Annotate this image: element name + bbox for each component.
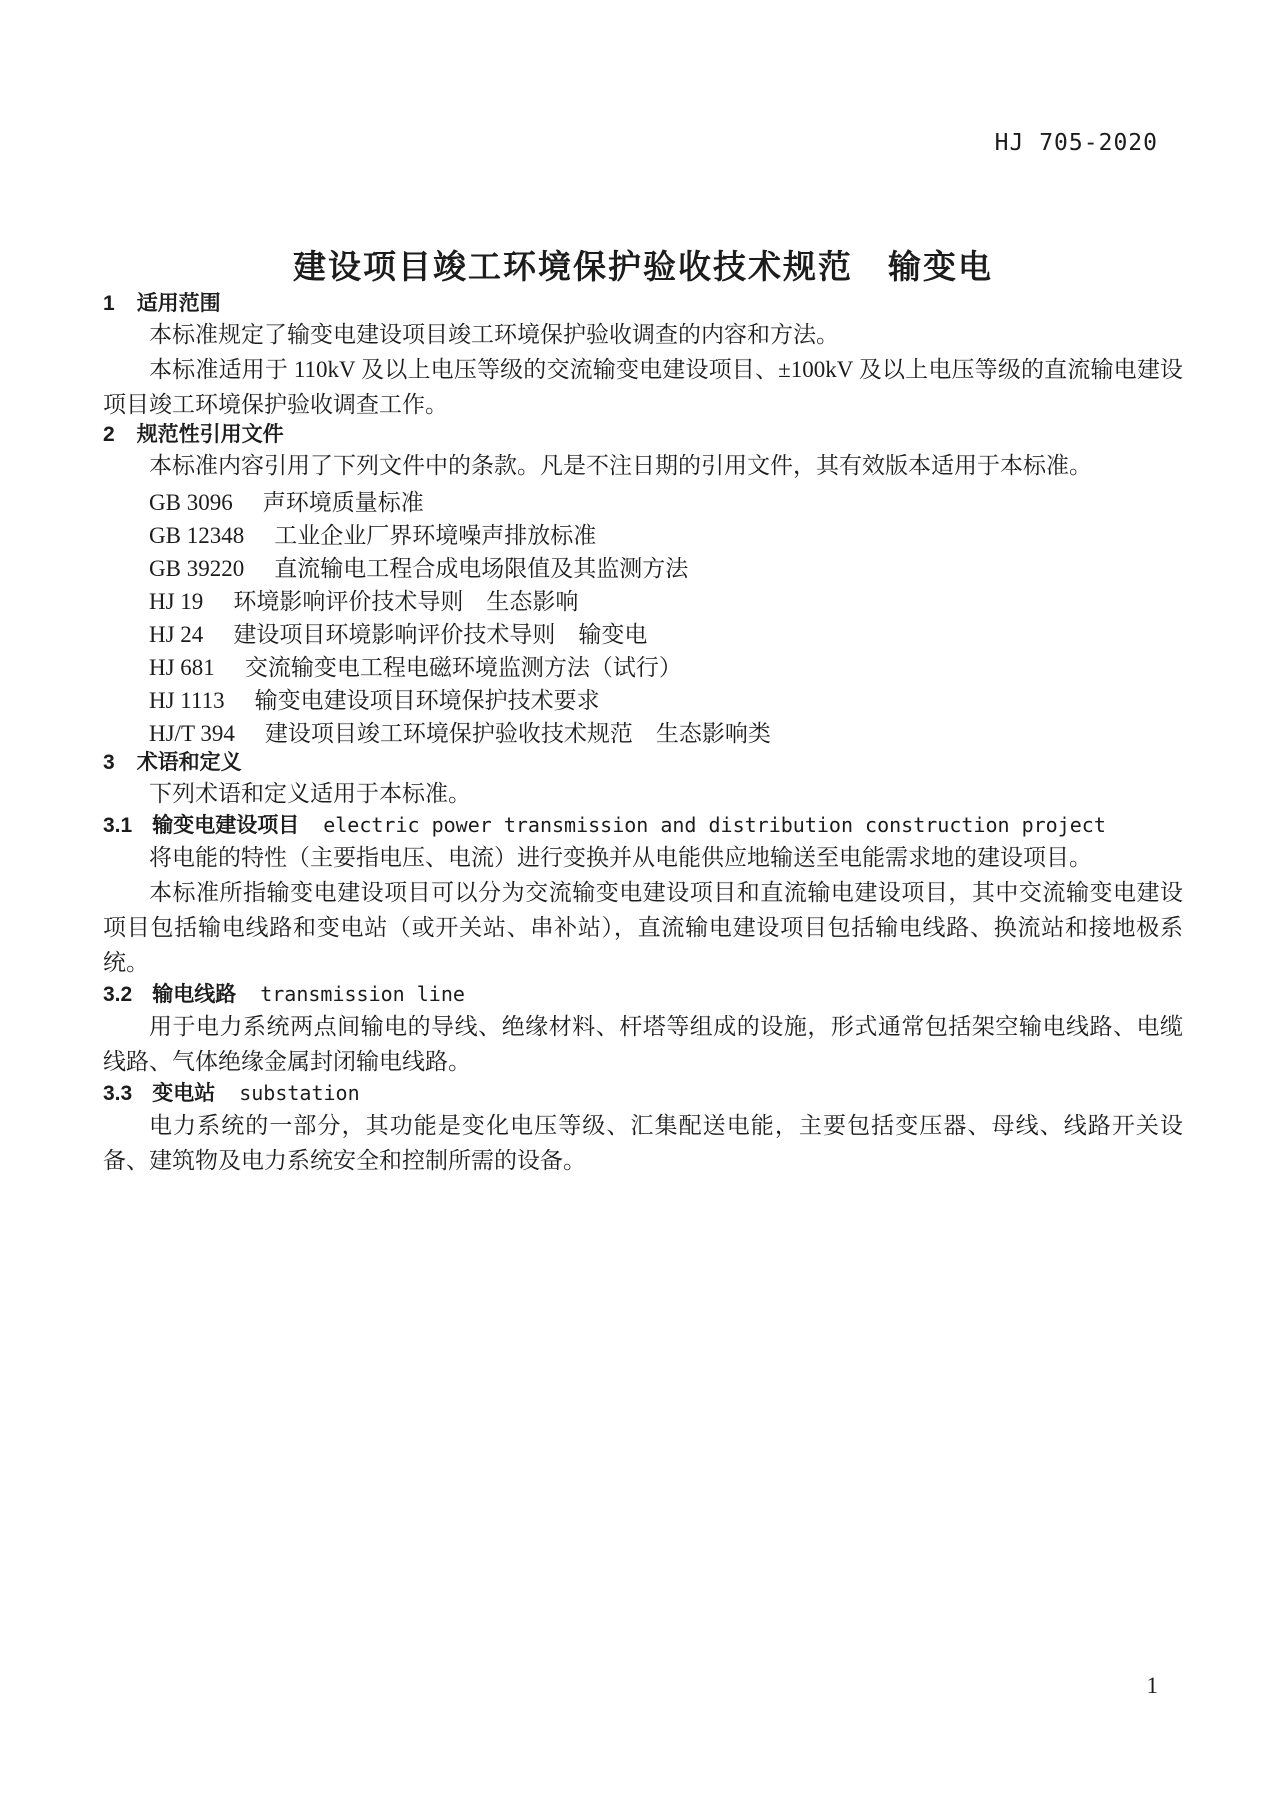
reference-title: 环境影响评价技术导则 生态影响 [233, 589, 579, 614]
reference-code: HJ 19 [149, 589, 204, 614]
section-2-number: 2 [103, 423, 115, 446]
reference-code: HJ 681 [149, 655, 215, 680]
term-3-1-heading [103, 811, 1183, 840]
section-1-paragraph-1: 本标准规定了输变电建设项目竣工环境保护验收调查的内容和方法。 [149, 322, 839, 347]
reference-item [103, 651, 1183, 684]
section-2-title: 规范性引用文件 [136, 423, 284, 446]
term-3-3-number: 3.3 [103, 1082, 133, 1105]
section-3-number: 3 [103, 751, 115, 774]
term-3-2-number: 3.2 [103, 983, 133, 1006]
term-3-1-paragraph-2: 本标准所指输变电建设项目可以分为交流输变电建设项目和直流输电建设项目，其中交流输变电建设项目包括输电线路和变电站（或开关站、串补站），直流输电建设项目包括输电线路、换流站和接地极系统。 [103, 880, 1183, 975]
standard-number: HJ 705-2020 [994, 130, 1158, 156]
section-2-heading [103, 422, 1183, 448]
reference-code: GB 12348 [149, 523, 245, 548]
section-3-title: 术语和定义 [136, 751, 242, 774]
term-3-2-paragraph-1: 用于电力系统两点间输电的导线、绝缘材料、杆塔等组成的设施，形式通常包括架空输电线路、电缆线路、气体绝缘金属封闭输电线路。 [103, 1014, 1183, 1074]
reference-code: HJ 1113 [149, 688, 225, 713]
term-3-1-zh: 输变电建设项目 [152, 814, 300, 837]
section-3-intro: 下列术语和定义适用于本标准。 [149, 781, 471, 806]
term-3-1-paragraph-1: 将电能的特性（主要指电压、电流）进行变换并从电能供应地输送至电能需求地的建设项目。 [149, 845, 1092, 870]
term-3-2-heading [103, 980, 1183, 1009]
reference-item [103, 717, 1183, 750]
reference-title: 建设项目竣工环境保护验收技术规范 生态影响类 [264, 721, 771, 746]
reference-item [103, 618, 1183, 651]
reference-list [103, 486, 1183, 750]
reference-item [103, 585, 1183, 618]
reference-title: 交流输变电工程电磁环境监测方法（试行） [244, 655, 682, 680]
section-1-heading [103, 291, 1183, 317]
section-1-title: 适用范围 [136, 292, 221, 315]
term-3-2-en: transmission line [260, 982, 465, 1006]
reference-item [103, 486, 1183, 519]
reference-code: GB 3096 [149, 490, 233, 515]
reference-code: HJ/T 394 [149, 721, 235, 746]
page-number: 1 [1146, 1673, 1158, 1698]
term-3-2-zh: 输电线路 [152, 983, 237, 1006]
reference-title: 建设项目环境影响评价技术导则 输变电 [233, 622, 648, 647]
reference-title: 声环境质量标准 [262, 490, 424, 515]
reference-title: 直流输电工程合成电场限值及其监测方法 [274, 556, 689, 581]
section-2-intro: 本标准内容引用了下列文件中的条款。凡是不注日期的引用文件，其有效版本适用于本标准。 [149, 453, 1092, 478]
term-3-1-en: electric power transmission and distribution construction project [323, 813, 1106, 837]
reference-code: HJ 24 [149, 622, 204, 647]
section-3-heading [103, 750, 1183, 776]
section-1-number: 1 [103, 292, 115, 315]
reference-item [103, 684, 1183, 717]
reference-title: 工业企业厂界环境噪声排放标准 [274, 523, 597, 548]
term-3-1-number: 3.1 [103, 814, 133, 837]
reference-item [103, 519, 1183, 552]
term-3-3-heading [103, 1079, 1183, 1108]
term-3-3-paragraph-1: 电力系统的一部分，其功能是变化电压等级、汇集配送电能，主要包括变压器、母线、线路开关设备、建筑物及电力系统安全和控制所需的设备。 [103, 1113, 1183, 1173]
section-1-paragraph-2: 本标准适用于 110kV 及以上电压等级的交流输变电建设项目、±100kV 及以上电压等级的直流输电建设项目竣工环境保护验收调查工作。 [103, 357, 1183, 417]
document-title: 建设项目竣工环境保护验收技术规范 输变电 [293, 248, 993, 285]
reference-code: GB 39220 [149, 556, 245, 581]
term-3-3-en: substation [239, 1081, 360, 1105]
reference-title: 输变电建设项目环境保护技术要求 [254, 688, 600, 713]
term-3-3-zh: 变电站 [152, 1082, 216, 1105]
reference-item [103, 552, 1183, 585]
